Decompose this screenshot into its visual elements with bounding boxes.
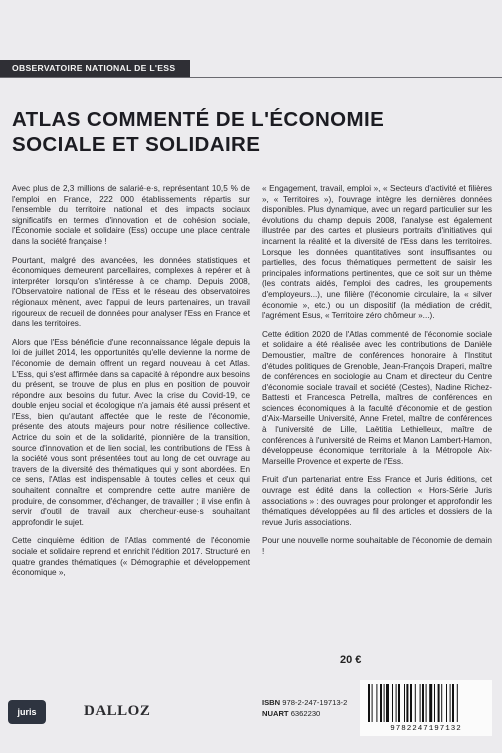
paragraph: Cette édition 2020 de l'Atlas commenté de l'économie sociale et solidaire a été réalisée avec les contributions de Danièle Demoustier, maître de conférences honoraire à l'Institut d'études politiques de Grenoble, Jean-François Draperi, maître de conférences en sociologie au Cnam et directeur du Centre d'économie sociale travail et société (Cestes), Nadine Richez-Battesti et Francesca Petrella, maîtres de conférences en sciences économiques à la faculté d'économie et de gestion d'Aix-Marseille Université, Anne Fretel, maître de conférences à l'université de Lille, Laëtitia Lethielleux, maître de conférences à l'université de Reims et Manon Lambert-Hamon, développeuse économique territoriale à la Métropole Aix-Marseille Provence et experte de l'Ess.	[262, 329, 492, 466]
barcode-bar	[429, 684, 432, 722]
barcode	[360, 680, 492, 736]
banner-rule	[0, 77, 502, 78]
paragraph: « Engagement, travail, emploi », « Secteurs d'activité et filières », « Territoires »), l'ouvrage intègre les dernières données disponibles. Plus dynamique, avec un regard particulier sur les évolutions du champ depuis 2008, l'analyse est également illustrée par des cartes et plusieurs portraits d'initiatives qui incarnent la réalité et la diversité de l'Ess dans les territoires. Lorsque les données quantitatives sont insuffisantes ou partielles, des focus thématiques permettent de saisir les principales informations pertinentes, que ce soit sur un thème (les contrats aidés, l'emploi des cadres, les groupements d'employeurs...), une filière (l'économie circulaire, la « silver économie », etc.) ou un dispositif (la médiation de crédit, l'agrément Esus, « Territoire zéro chômeur »...).	[262, 184, 492, 321]
barcode-bar	[434, 684, 435, 722]
barcode-bars	[368, 684, 484, 722]
barcode-bar	[415, 684, 416, 722]
paragraph: Avec plus de 2,3 millions de salarié·e·s, représentant 10,5 % de l'emploi en France, 222 000 établissements répartis sur l'ensemble du territoire national et des impacts sociaux significatifs en termes d'innovation et de cohésion sociale, l'Économie sociale et solidaire (Ess) occupe une place centrale dans la société française !	[12, 184, 250, 246]
barcode-bar	[452, 684, 454, 722]
barcode-bar	[398, 684, 400, 722]
barcode-bar	[441, 684, 442, 722]
barcode-bar	[396, 684, 397, 722]
nuart-label: NUART	[262, 708, 289, 718]
barcode-bar	[406, 684, 408, 722]
right-text-column	[262, 184, 492, 566]
barcode-bar	[410, 684, 412, 722]
barcode-bar	[368, 684, 370, 722]
isbn-label: ISBN	[262, 698, 281, 707]
left-text-column	[12, 184, 250, 587]
barcode-bar	[376, 684, 377, 722]
book-title	[12, 107, 482, 157]
juris-logo: juris	[8, 700, 46, 724]
barcode-bar	[386, 684, 389, 722]
isbn-block	[262, 698, 347, 719]
barcode-bar	[426, 684, 427, 722]
dalloz-logo: DALLOZ	[84, 703, 151, 719]
book-title-line-2: SOCIALE ET SOLIDAIRE	[12, 133, 261, 156]
paragraph: Cette cinquième édition de l'Atlas commenté de l'économie sociale et solidaire reprend et enrichit l'édition 2017. Structuré en quatre grandes thématiques (« Démographie et développement économique »,	[12, 536, 250, 578]
paragraph: Fruit d'un partenariat entre Ess France et Juris éditions, cet ouvrage est édité dans la collection « Hors-Série Juris associations » : des ouvrages pour prolonger et approfondir les thématiques développées au fil des articles et dossiers de la revue Juris associations.	[262, 475, 492, 527]
barcode-bar	[450, 684, 451, 722]
paragraph: Pour une nouvelle norme souhaitable de l'économie de demain !	[262, 536, 492, 556]
barcode-bar	[372, 684, 373, 722]
barcode-bar	[420, 684, 421, 722]
paragraph: Alors que l'Ess bénéficie d'une reconnaissance légale depuis la loi de juillet 2014, les opportunités qu'elle devienne la norme de l'économie de demain offrent un regard nouveau à cet Atlas. L'Ess, qui s'est affirmée dans sa capacité à répondre aux besoins du présent, se trouve de plus en plus en position de pouvoir répondre aux besoins du futur. Avec la crise du Covid-19, ce double enjeu social et écologique n'a jamais été aussi présent et l'Ess, bien qu'autant affectée que le reste de l'économie, présente des atouts majeurs pour notre résilience collective. Actrice du soin et de la solidarité, pionnière de la transition, source d'innovation et de lien social, les contributions de l'Ess à la société vous sont présentées tout au long de cet ouvrage au travers de la diversité des thématiques qui y sont abordées. En ce sens, l'Atlas est indispensable à toutes celles et ceux qui souhaitent connaître et comprendre cette autre manière de produire, de consommer, d'échanger, de travailler ; il vise enfin à servir d'outil de travail aux chercheur·euse·s souhaitant approfondir le sujet.	[12, 337, 250, 527]
barcode-number: 9782247197132	[390, 725, 462, 733]
price: 20 €	[340, 654, 362, 666]
barcode-bar	[438, 684, 440, 722]
barcode-bar	[380, 684, 382, 722]
series-banner: OBSERVATOIRE NATIONAL DE L'ESS	[0, 60, 190, 77]
barcode-bar	[446, 684, 447, 722]
barcode-bar	[404, 684, 405, 722]
book-title-line-1: ATLAS COMMENTÉ DE L'ÉCONOMIE	[12, 108, 385, 131]
paragraph: Pourtant, malgré des avancées, les données statistiques et économiques demeurent parcellaires, complexes à repérer et à interpréter lorsqu'on s'intéresse à ce champ. Depuis 2008, l'Observatoire national de l'Ess et le réseau des observatoires régionaux mènent, avec l'appui de leurs partenaires, un travail rigoureux de recueil de données pour analyser l'Ess en France et dans les territoires.	[12, 255, 250, 329]
barcode-bar	[392, 684, 393, 722]
isbn-value: 978-2-247-19713-2	[282, 698, 348, 707]
barcode-bar	[384, 684, 385, 722]
barcode-bar	[457, 684, 458, 722]
barcode-bar	[422, 684, 424, 722]
nuart-value: 6362230	[290, 708, 321, 718]
